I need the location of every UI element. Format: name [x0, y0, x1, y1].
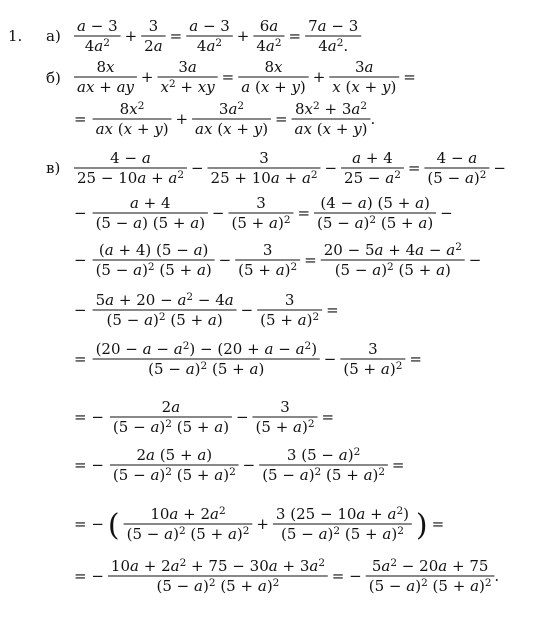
fraction-b3 — [238, 58, 308, 96]
svg-text:=: = — [297, 204, 311, 222]
svg-text:=: = — [74, 110, 87, 128]
svg-text:3: 3 — [256, 194, 266, 212]
fraction-c19 — [124, 505, 253, 543]
fraction-a3 — [186, 17, 233, 55]
svg-text:(4 − a) (5 + a): (4 − a) (5 + a) — [320, 194, 430, 212]
svg-text:−: − — [240, 301, 254, 319]
fraction-a5 — [305, 17, 361, 55]
svg-text:2a (5 + a): 2a (5 + a) — [136, 446, 213, 464]
part-label-b: б) — [46, 69, 61, 87]
svg-text:(5 − a)2 (5 + a): (5 − a)2 (5 + a) — [95, 261, 212, 279]
svg-text:−: − — [74, 204, 87, 222]
svg-text:−: − — [493, 159, 506, 177]
svg-text:−: − — [190, 159, 204, 177]
svg-text:(5 − a)2 (5 + a)2: (5 − a)2 (5 + a)2 — [368, 577, 492, 595]
svg-text:−: − — [211, 204, 225, 222]
problem-number: 1. — [8, 27, 23, 45]
svg-text:a − 3: a − 3 — [189, 17, 230, 35]
fraction-c20 — [273, 505, 412, 543]
fraction-c5 — [93, 194, 208, 232]
fraction-c6 — [228, 194, 293, 232]
svg-text:4a2: 4a2 — [84, 37, 110, 55]
equation-part-b — [74, 58, 416, 138]
svg-text:(5 − a) (5 + a): (5 − a) (5 + a) — [95, 214, 206, 232]
svg-text:4a2: 4a2 — [196, 37, 223, 55]
svg-text:3: 3 — [262, 241, 273, 259]
svg-text:8x2: 8x2 — [119, 100, 145, 118]
svg-text:=: = — [409, 350, 422, 368]
svg-text:(5 − a)2 (5 + a)2: (5 − a)2 (5 + a)2 — [112, 466, 236, 484]
svg-text:3 (5 − a)2: 3 (5 − a)2 — [286, 446, 361, 464]
svg-text:2a: 2a — [144, 37, 163, 55]
svg-text:(5 + a)2: (5 + a)2 — [260, 311, 320, 329]
fraction-c17 — [110, 446, 239, 484]
fraction-c16 — [253, 398, 318, 436]
part-label-a: а) — [46, 27, 61, 45]
svg-text:(5 − a)2 (5 + a): (5 − a)2 (5 + a) — [148, 360, 265, 378]
svg-text:.: . — [494, 567, 500, 585]
svg-text:(5 + a)2: (5 + a)2 — [255, 418, 315, 436]
svg-text:a + 4: a + 4 — [352, 149, 393, 167]
svg-text:5a2 − 20a + 75: 5a2 − 20a + 75 — [371, 557, 489, 575]
part-label-c: в) — [46, 159, 61, 177]
svg-text:3a: 3a — [355, 58, 374, 76]
fraction-b5 — [93, 100, 172, 138]
svg-text:ax + ay: ax + ay — [77, 78, 134, 96]
equation-part-c — [74, 149, 506, 595]
svg-text:+: + — [140, 68, 154, 86]
svg-text:(5 − a)2 (5 + a)2: (5 − a)2 (5 + a)2 — [281, 525, 404, 543]
fraction-b2 — [157, 58, 217, 96]
svg-text:4 − a: 4 − a — [110, 149, 151, 167]
svg-text:+: + — [312, 68, 326, 86]
svg-text:+: + — [124, 27, 138, 45]
svg-text:=: = — [321, 408, 335, 426]
svg-text:3a2: 3a2 — [218, 100, 245, 118]
svg-text:10a + 2a2: 10a + 2a2 — [150, 505, 226, 523]
svg-text:(20 − a − a2) − (20 + a − a2): (20 − a − a2) − (20 + a − a2) — [95, 340, 318, 358]
svg-text:25 − 10a + a2: 25 − 10a + a2 — [77, 169, 185, 187]
svg-text:=: = — [326, 301, 339, 319]
svg-text:(5 − a)2 (5 + a): (5 − a)2 (5 + a) — [317, 214, 434, 232]
svg-text:=: = — [74, 350, 87, 368]
svg-text:−: − — [235, 408, 249, 426]
svg-text:25 − a2: 25 − a2 — [344, 169, 401, 187]
svg-text:.: . — [370, 110, 376, 128]
fraction-c11 — [93, 291, 237, 329]
svg-text:−: − — [324, 159, 338, 177]
svg-text:5a + 20 − a2 − 4a: 5a + 20 − a2 − 4a — [95, 291, 234, 309]
svg-text:a + 4: a + 4 — [129, 194, 171, 212]
svg-text:(: ( — [107, 508, 120, 543]
svg-text:3: 3 — [280, 398, 290, 416]
svg-text:=: = — [169, 27, 183, 45]
svg-text:(5 + a)2: (5 + a)2 — [231, 214, 291, 232]
svg-text:=: = — [304, 251, 317, 269]
svg-text:= −: = − — [331, 567, 362, 585]
fraction-c7 — [314, 194, 436, 232]
svg-text:20 − 5a + 4a − a2: 20 − 5a + 4a − a2 — [323, 241, 462, 259]
svg-text:8x2 + 3a2: 8x2 + 3a2 — [295, 100, 368, 118]
fraction-c8 — [93, 241, 215, 279]
fraction-a1 — [74, 17, 121, 55]
fraction-c1 — [74, 149, 187, 187]
svg-text:): ) — [415, 508, 428, 543]
fraction-c21 — [108, 557, 328, 595]
fraction-b1 — [74, 58, 137, 96]
svg-text:4 − a: 4 − a — [436, 149, 478, 167]
svg-text:+: + — [175, 110, 189, 128]
svg-text:= −: = − — [74, 456, 104, 474]
svg-text:(5 − a)2 (5 + a)2: (5 − a)2 (5 + a)2 — [126, 525, 250, 543]
svg-text:=: = — [221, 68, 235, 86]
svg-text:= −: = − — [74, 567, 104, 585]
svg-text:3: 3 — [368, 340, 378, 358]
svg-text:=: = — [274, 110, 288, 128]
fraction-c9 — [235, 241, 300, 279]
svg-text:−: − — [218, 251, 232, 269]
fraction-b7 — [292, 100, 371, 138]
svg-text:(5 − a)2: (5 − a)2 — [427, 169, 487, 187]
svg-text:3: 3 — [284, 291, 295, 309]
svg-text:(5 − a)2 (5 + a): (5 − a)2 (5 + a) — [112, 418, 230, 436]
equation-part-a — [74, 17, 361, 55]
svg-text:6a: 6a — [259, 17, 279, 35]
svg-text:=: = — [288, 27, 302, 45]
svg-text:a − 3: a − 3 — [77, 17, 118, 35]
fraction-c2 — [208, 149, 321, 187]
fraction-c14 — [340, 340, 405, 378]
fraction-a2 — [141, 17, 165, 55]
svg-text:x (x + y): x (x + y) — [332, 78, 397, 96]
svg-text:2a: 2a — [161, 398, 181, 416]
svg-text:= −: = − — [74, 408, 104, 426]
fraction-a4 — [253, 17, 284, 55]
svg-text:−: − — [468, 251, 482, 269]
svg-text:= −: = − — [74, 515, 104, 533]
svg-text:+: + — [256, 515, 269, 533]
fraction-c3 — [341, 149, 404, 187]
fraction-c12 — [257, 291, 322, 329]
svg-text:−: − — [440, 204, 453, 222]
svg-text:ax (x + y): ax (x + y) — [195, 120, 269, 138]
svg-text:=: = — [403, 68, 416, 86]
svg-text:=: = — [431, 515, 445, 533]
svg-text:(a + 4) (5 − a): (a + 4) (5 − a) — [98, 241, 209, 259]
svg-text:ax (x + y): ax (x + y) — [294, 120, 368, 138]
svg-text:a (x + y): a (x + y) — [241, 78, 306, 96]
svg-text:8x: 8x — [264, 58, 283, 76]
svg-text:=: = — [391, 456, 405, 474]
fraction-c18 — [259, 446, 388, 484]
svg-text:(5 − a)2 (5 + a)2: (5 − a)2 (5 + a)2 — [156, 577, 280, 595]
svg-text:10a + 2a2 + 75 − 30a + 3a2: 10a + 2a2 + 75 − 30a + 3a2 — [110, 557, 326, 575]
svg-text:−: − — [323, 350, 337, 368]
svg-text:(5 − a)2 (5 + a): (5 − a)2 (5 + a) — [106, 311, 223, 329]
svg-text:=: = — [407, 159, 421, 177]
svg-text:ax (x + y): ax (x + y) — [95, 120, 169, 138]
svg-text:3a: 3a — [178, 58, 197, 76]
svg-text:(5 + a)2: (5 + a)2 — [343, 360, 403, 378]
fraction-c13 — [93, 340, 320, 378]
svg-text:4a2: 4a2 — [256, 37, 282, 55]
svg-text:8x: 8x — [96, 58, 115, 76]
fraction-c15 — [110, 398, 232, 436]
svg-text:4a2.: 4a2. — [318, 37, 349, 55]
svg-text:−: − — [74, 301, 87, 319]
svg-text:3: 3 — [148, 17, 159, 35]
svg-text:(5 + a)2: (5 + a)2 — [238, 261, 298, 279]
svg-text:25 + 10a + a2: 25 + 10a + a2 — [210, 169, 318, 187]
fraction-b4 — [329, 58, 399, 96]
fraction-c22 — [366, 557, 495, 595]
svg-text:(5 − a)2 (5 + a): (5 − a)2 (5 + a) — [334, 261, 451, 279]
svg-text:+: + — [236, 27, 250, 45]
svg-text:7a − 3: 7a − 3 — [308, 17, 359, 35]
svg-text:3 (25 − 10a + a2): 3 (25 − 10a + a2) — [275, 505, 410, 523]
fraction-b6 — [192, 100, 271, 138]
svg-text:−: − — [242, 456, 256, 474]
svg-text:(5 − a)2 (5 + a)2: (5 − a)2 (5 + a)2 — [262, 466, 386, 484]
svg-text:3: 3 — [259, 149, 269, 167]
svg-text:−: − — [74, 251, 87, 269]
svg-text:x2 + xy: x2 + xy — [160, 78, 215, 96]
fraction-c10 — [321, 241, 465, 279]
fraction-c4 — [424, 149, 489, 187]
